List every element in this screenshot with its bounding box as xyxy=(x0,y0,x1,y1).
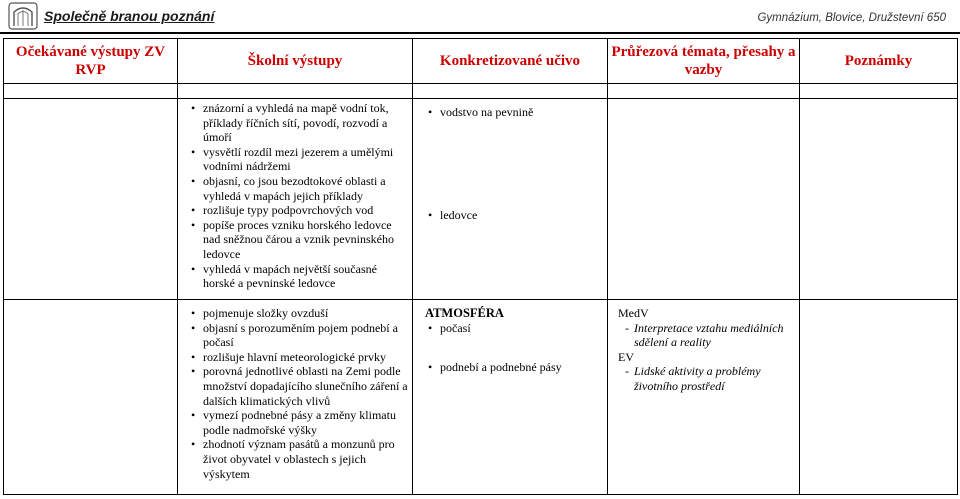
column-header: Školní výstupy xyxy=(178,39,413,84)
list-item: • ledovce xyxy=(425,208,605,223)
themes-cell xyxy=(608,99,800,300)
column-header: Očekávané výstupy ZV RVP xyxy=(4,39,178,84)
list-item: - Interpretace vztahu mediálních sdělení a reality xyxy=(618,321,795,350)
list-item: • popíše proces vzniku horského ledovce nad sněžnou čárou a vznik pevninského ledovce xyxy=(188,218,408,262)
page-header xyxy=(0,0,960,36)
list-item: • vymezí podnebné pásy a změny klimatu podle nadmořské výšky xyxy=(188,408,408,437)
curriculum-cell xyxy=(413,300,608,495)
list-item: • rozlišuje hlavní meteorologické prvky xyxy=(188,350,408,365)
school-name: Gymnázium, Blovice, Družstevní 650 xyxy=(757,12,946,24)
list-item: • vysvětlí rozdíl mezi jezerem a umělými vodními nádržemi xyxy=(188,145,408,174)
list-item: - Lidské aktivity a problémy životního prostředí xyxy=(618,364,795,393)
list-item: • objasní s porozuměním pojem podnebí a počasí xyxy=(188,321,408,350)
theme-code: MedV xyxy=(618,306,649,320)
rvp-cell xyxy=(4,99,178,300)
list-item: • pojmenuje složky ovzduší xyxy=(188,306,408,321)
list-item: • podnebí a podnebné pásy xyxy=(425,360,605,375)
theme-code: EV xyxy=(618,349,634,364)
notes-cell xyxy=(800,300,958,495)
list-item: • rozlišuje typy podpovrchových vod xyxy=(188,203,408,218)
gate-logo-icon xyxy=(8,2,38,30)
themes-cell xyxy=(608,300,800,495)
brand-title: Společně branou poznání xyxy=(44,8,215,24)
spacer-row xyxy=(4,84,958,99)
table-header-row xyxy=(4,39,958,84)
header-rule xyxy=(0,32,960,34)
list-item: • zhodnotí význam pasátů a monzunů pro život obyvatel v oblastech s jejich výskytem xyxy=(188,437,408,481)
column-header: Průřezová témata, přesahy a vazby xyxy=(608,39,800,84)
table-row xyxy=(4,99,958,300)
list-item: • objasní, co jsou bezodtokové oblasti a vyhledá v mapách jejich příklady xyxy=(188,174,408,203)
curriculum-table xyxy=(3,38,958,495)
rvp-cell xyxy=(4,300,178,495)
school-outcomes-cell xyxy=(178,300,413,495)
notes-cell xyxy=(800,99,958,300)
school-outcomes-cell xyxy=(178,99,413,300)
curriculum-cell xyxy=(413,99,608,300)
column-header: Poznámky xyxy=(800,39,958,84)
list-item: • vodstvo na pevnině xyxy=(425,105,605,120)
section-title: ATMOSFÉRA xyxy=(425,306,504,320)
list-item: • porovná jednotlivé oblasti na Zemi podle množství dopadajícího slunečního záření a dalších klimatických vlivů xyxy=(188,364,408,408)
column-header: Konkretizované učivo xyxy=(413,39,608,84)
table-row xyxy=(4,300,958,495)
list-item: • vyhledá v mapách největší současné horské a pevninské ledovce xyxy=(188,262,408,291)
list-item: • znázorní a vyhledá na mapě vodní tok, příklady říčních sítí, povodí, rozvodí a úmoří xyxy=(188,101,408,145)
list-item: • počasí xyxy=(425,321,605,336)
